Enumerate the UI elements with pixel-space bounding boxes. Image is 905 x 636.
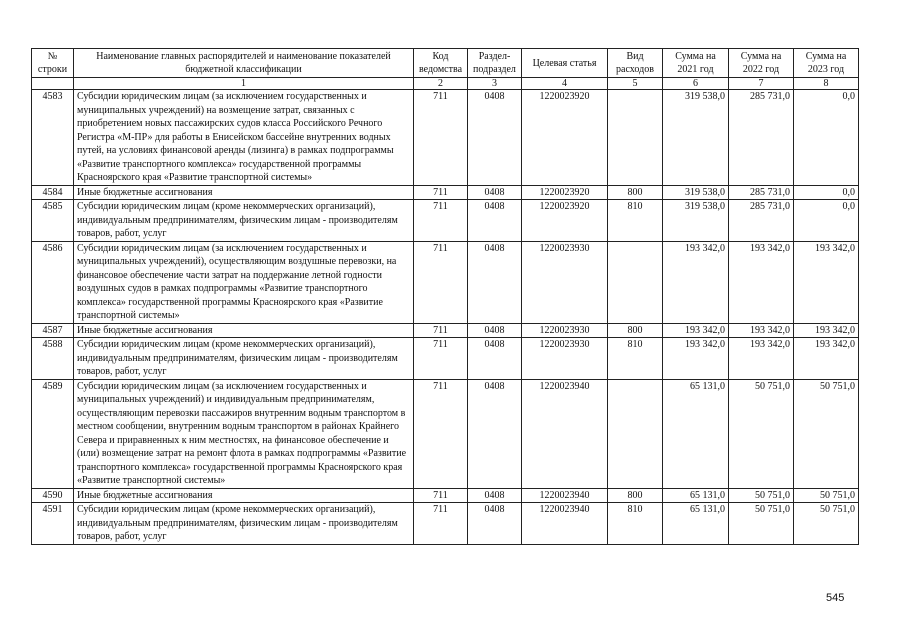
section-cell: 0408 (468, 503, 522, 545)
name-cell: Иные бюджетные ассигнования (74, 488, 414, 503)
sum-2023-cell: 0,0 (794, 200, 859, 242)
sum-2023-cell: 193 342,0 (794, 323, 859, 338)
sum-2021-cell: 319 538,0 (663, 200, 729, 242)
name-cell: Субсидии юридическим лицам (за исключением государственных и муниципальных учреждений) и индивидуальным предпринимателям, осуществляющим перевозки пассажиров внутренним водным транспортом в местном сообщении, внутренним водным транспортом в районах Крайнего Севера и приравненных к ним местностях, на финансовое обеспечение и (или) возмещение затрат на ремонт флота в рамках подпрограммы «Развитие транспортного комплекса» государственной программы Красноярского края «Развитие транспортной системы» (74, 379, 414, 488)
column-number: 6 (663, 78, 729, 90)
sum-2022-cell: 193 342,0 (729, 338, 794, 380)
table-row (32, 241, 859, 323)
row-number-cell: 4591 (32, 503, 74, 545)
header-section: Раздел-подраздел (468, 49, 522, 78)
column-number: 1 (74, 78, 414, 90)
row-number-cell: 4590 (32, 488, 74, 503)
table-row (32, 200, 859, 242)
target-article-cell: 1220023920 (522, 185, 608, 200)
row-number-cell: 4583 (32, 90, 74, 186)
section-cell: 0408 (468, 185, 522, 200)
header-row (32, 49, 859, 78)
name-cell: Субсидии юридическим лицам (кроме некоммерческих организаций), индивидуальным предпринимателям, физическим лицам - производителям товаров, работ, услуг (74, 338, 414, 380)
name-cell: Субсидии юридическим лицам (за исключением государственных и муниципальных учреждений), осуществляющим воздушные перевозки, на финансовое обеспечение части затрат на поддержание летной годности воздушных судов в рамках подпрограммы «Развитие транспортного комплекса» государственной программы Красноярского края «Развитие транспортной системы» (74, 241, 414, 323)
section-cell: 0408 (468, 241, 522, 323)
sum-2021-cell: 65 131,0 (663, 379, 729, 488)
header-target-article: Целевая статья (522, 49, 608, 78)
column-number: 4 (522, 78, 608, 90)
column-number: 8 (794, 78, 859, 90)
row-number-cell: 4587 (32, 323, 74, 338)
sum-2021-cell: 319 538,0 (663, 90, 729, 186)
target-article-cell: 1220023930 (522, 323, 608, 338)
expense-kind-cell: 810 (608, 338, 663, 380)
page-number: 545 (826, 592, 845, 604)
sum-2021-cell: 319 538,0 (663, 185, 729, 200)
dept-code-cell: 711 (414, 185, 468, 200)
dept-code-cell: 711 (414, 338, 468, 380)
sum-2021-cell: 193 342,0 (663, 241, 729, 323)
column-number: 7 (729, 78, 794, 90)
column-number-row (32, 78, 859, 90)
dept-code-cell: 711 (414, 90, 468, 186)
sum-2022-cell: 285 731,0 (729, 90, 794, 186)
sum-2023-cell: 50 751,0 (794, 488, 859, 503)
section-cell: 0408 (468, 200, 522, 242)
sum-2022-cell: 50 751,0 (729, 488, 794, 503)
dept-code-cell: 711 (414, 379, 468, 488)
name-cell: Субсидии юридическим лицам (кроме некоммерческих организаций), индивидуальным предпринимателям, физическим лицам - производителям товаров, работ, услуг (74, 503, 414, 545)
section-cell: 0408 (468, 488, 522, 503)
table-row (32, 379, 859, 488)
name-cell: Иные бюджетные ассигнования (74, 185, 414, 200)
row-number-cell: 4586 (32, 241, 74, 323)
sum-2023-cell: 0,0 (794, 185, 859, 200)
table-row (32, 338, 859, 380)
row-number-cell: 4584 (32, 185, 74, 200)
sum-2023-cell: 50 751,0 (794, 379, 859, 488)
row-number-cell: 4588 (32, 338, 74, 380)
sum-2022-cell: 50 751,0 (729, 503, 794, 545)
dept-code-cell: 711 (414, 200, 468, 242)
dept-code-cell: 711 (414, 241, 468, 323)
header-row-number: № строки (32, 49, 74, 78)
budget-table (31, 48, 859, 545)
section-cell: 0408 (468, 338, 522, 380)
sum-2022-cell: 193 342,0 (729, 241, 794, 323)
target-article-cell: 1220023930 (522, 338, 608, 380)
expense-kind-cell: 800 (608, 185, 663, 200)
target-article-cell: 1220023940 (522, 503, 608, 545)
sum-2021-cell: 193 342,0 (663, 338, 729, 380)
column-number: 3 (468, 78, 522, 90)
header-name: Наименование главных распорядителей и наименование показателей бюджетной классификации (74, 49, 414, 78)
column-number: 2 (414, 78, 468, 90)
column-number: 5 (608, 78, 663, 90)
sum-2022-cell: 285 731,0 (729, 200, 794, 242)
target-article-cell: 1220023920 (522, 90, 608, 186)
row-number-cell: 4589 (32, 379, 74, 488)
name-cell: Субсидии юридическим лицам (за исключением государственных и муниципальных учреждений) на возмещение затрат, связанных с приобретением новых пассажирских судов класса Российского Речного Регистра «М-ПР» для работы в Енисейском бассейне внутренних водных путей, на условиях финансовой аренды (лизинга) в рамках подпрограммы «Развитие транспортного комплекса» государственной программы Красноярского края «Развитие транспортной системы» (74, 90, 414, 186)
table-row (32, 488, 859, 503)
section-cell: 0408 (468, 90, 522, 186)
section-cell: 0408 (468, 379, 522, 488)
expense-kind-cell: 800 (608, 323, 663, 338)
expense-kind-cell: 800 (608, 488, 663, 503)
sum-2023-cell: 50 751,0 (794, 503, 859, 545)
expense-kind-cell (608, 379, 663, 488)
row-number-cell: 4585 (32, 200, 74, 242)
sum-2021-cell: 65 131,0 (663, 503, 729, 545)
name-cell: Субсидии юридическим лицам (кроме некоммерческих организаций), индивидуальным предпринимателям, физическим лицам - производителям товаров, работ, услуг (74, 200, 414, 242)
table-row (32, 90, 859, 186)
column-number (32, 78, 74, 90)
expense-kind-cell: 810 (608, 200, 663, 242)
sum-2023-cell: 0,0 (794, 90, 859, 186)
target-article-cell: 1220023930 (522, 241, 608, 323)
sum-2023-cell: 193 342,0 (794, 241, 859, 323)
expense-kind-cell: 810 (608, 503, 663, 545)
sum-2021-cell: 193 342,0 (663, 323, 729, 338)
header-sum-2022: Сумма на 2022 год (729, 49, 794, 78)
target-article-cell: 1220023920 (522, 200, 608, 242)
table-body (32, 90, 859, 545)
expense-kind-cell (608, 241, 663, 323)
sum-2022-cell: 193 342,0 (729, 323, 794, 338)
sum-2023-cell: 193 342,0 (794, 338, 859, 380)
table-row (32, 503, 859, 545)
sum-2022-cell: 50 751,0 (729, 379, 794, 488)
header-sum-2021: Сумма на 2021 год (663, 49, 729, 78)
dept-code-cell: 711 (414, 323, 468, 338)
dept-code-cell: 711 (414, 503, 468, 545)
target-article-cell: 1220023940 (522, 488, 608, 503)
name-cell: Иные бюджетные ассигнования (74, 323, 414, 338)
sum-2022-cell: 285 731,0 (729, 185, 794, 200)
expense-kind-cell (608, 90, 663, 186)
header-sum-2023: Сумма на 2023 год (794, 49, 859, 78)
header-dept-code: Код ведомства (414, 49, 468, 78)
section-cell: 0408 (468, 323, 522, 338)
dept-code-cell: 711 (414, 488, 468, 503)
target-article-cell: 1220023940 (522, 379, 608, 488)
table-row (32, 323, 859, 338)
sum-2021-cell: 65 131,0 (663, 488, 729, 503)
table-row (32, 185, 859, 200)
header-expense-kind: Вид расходов (608, 49, 663, 78)
